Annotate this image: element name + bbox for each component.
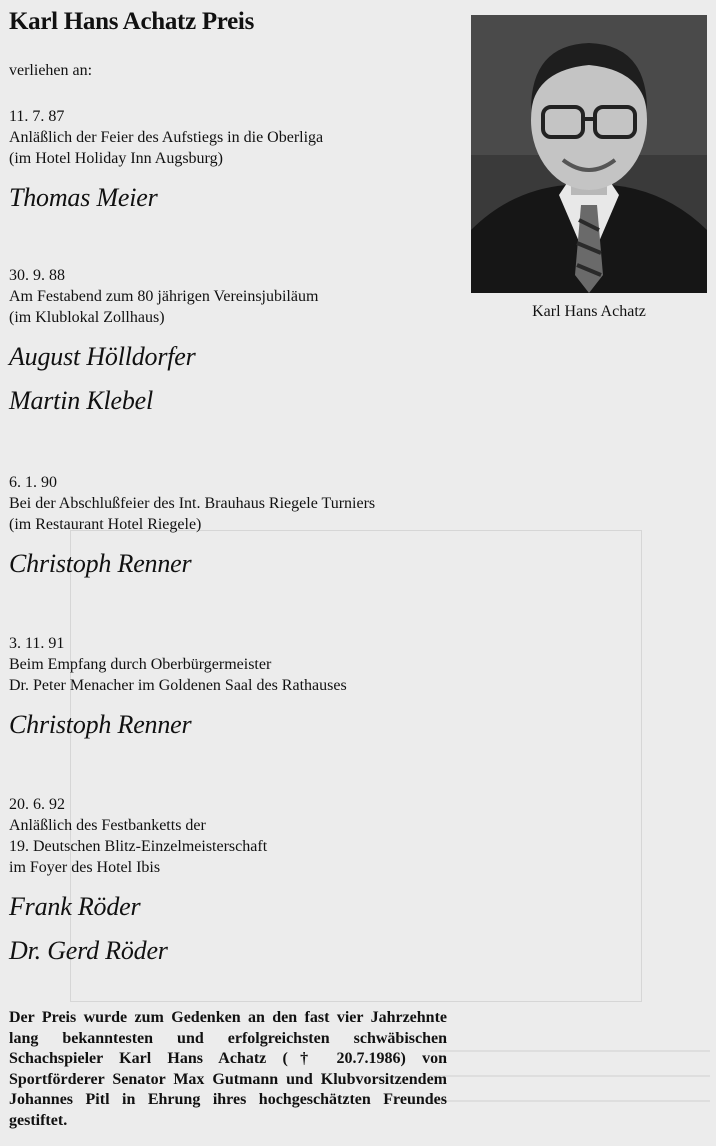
winner-name: Thomas Meier xyxy=(9,183,158,212)
winner-name: Christoph Renner xyxy=(9,549,192,578)
award-entry xyxy=(9,633,479,740)
winner-name: Christoph Renner xyxy=(9,710,192,739)
portrait-illustration xyxy=(471,15,707,293)
award-date: 3. 11. 91 xyxy=(9,635,65,652)
winner-name: Martin Klebel xyxy=(9,386,153,415)
award-date: 20. 6. 92 xyxy=(9,796,65,813)
page-title: Karl Hans Achatz Preis xyxy=(9,8,254,35)
winner-name: Dr. Gerd Röder xyxy=(9,936,168,965)
portrait-photo xyxy=(471,15,707,293)
award-date: 11. 7. 87 xyxy=(9,108,65,125)
bleed-through-line xyxy=(430,1075,710,1077)
bleed-through-line xyxy=(430,1050,710,1052)
award-entry xyxy=(9,472,479,579)
award-description-line: Anläßlich des Festbanketts der xyxy=(9,817,206,834)
award-description-line: (im Klublokal Zollhaus) xyxy=(9,309,165,326)
winner-name: August Hölldorfer xyxy=(9,342,196,371)
award-description-line: (im Restaurant Hotel Riegele) xyxy=(9,516,202,533)
award-description-line: im Foyer des Hotel Ibis xyxy=(9,859,161,876)
award-date: 6. 1. 90 xyxy=(9,474,57,491)
award-date: 30. 9. 88 xyxy=(9,267,65,284)
award-description-line: Bei der Abschlußfeier des Int. Brauhaus Riegele Turniers xyxy=(9,495,376,512)
award-description-line: Anläßlich der Feier des Aufstiegs in die Oberliga xyxy=(9,129,324,146)
intro-text: verliehen an: xyxy=(9,62,93,79)
award-description-line: (im Hotel Holiday Inn Augsburg) xyxy=(9,150,223,167)
award-entry xyxy=(9,106,479,213)
award-entry xyxy=(9,265,479,416)
dedication-paragraph: Der Preis wurde zum Gedenken an den fast vier Jahrzehnte lang bekanntesten und erfolgreichsten schwäbischen Schachspieler Karl Hans Achatz († 20.7.1986) von Sportförderer Senator Max Gutmann und Klubvorsitzendem Johannes Pitl in Ehrung ihres hochgeschätzten Freundes gestiftet. xyxy=(9,1009,447,1129)
award-description-line: Dr. Peter Menacher im Goldenen Saal des Rathauses xyxy=(9,677,347,694)
award-description-line: Beim Empfang durch Oberbürgermeister xyxy=(9,656,272,673)
award-description-line: Am Festabend zum 80 jährigen Vereinsjubiläum xyxy=(9,288,319,305)
award-description-line: 19. Deutschen Blitz-Einzelmeisterschaft xyxy=(9,838,268,855)
bleed-through-line xyxy=(430,1100,710,1102)
photo-caption: Karl Hans Achatz xyxy=(532,303,646,320)
winner-name: Frank Röder xyxy=(9,892,141,921)
award-entry xyxy=(9,794,479,966)
